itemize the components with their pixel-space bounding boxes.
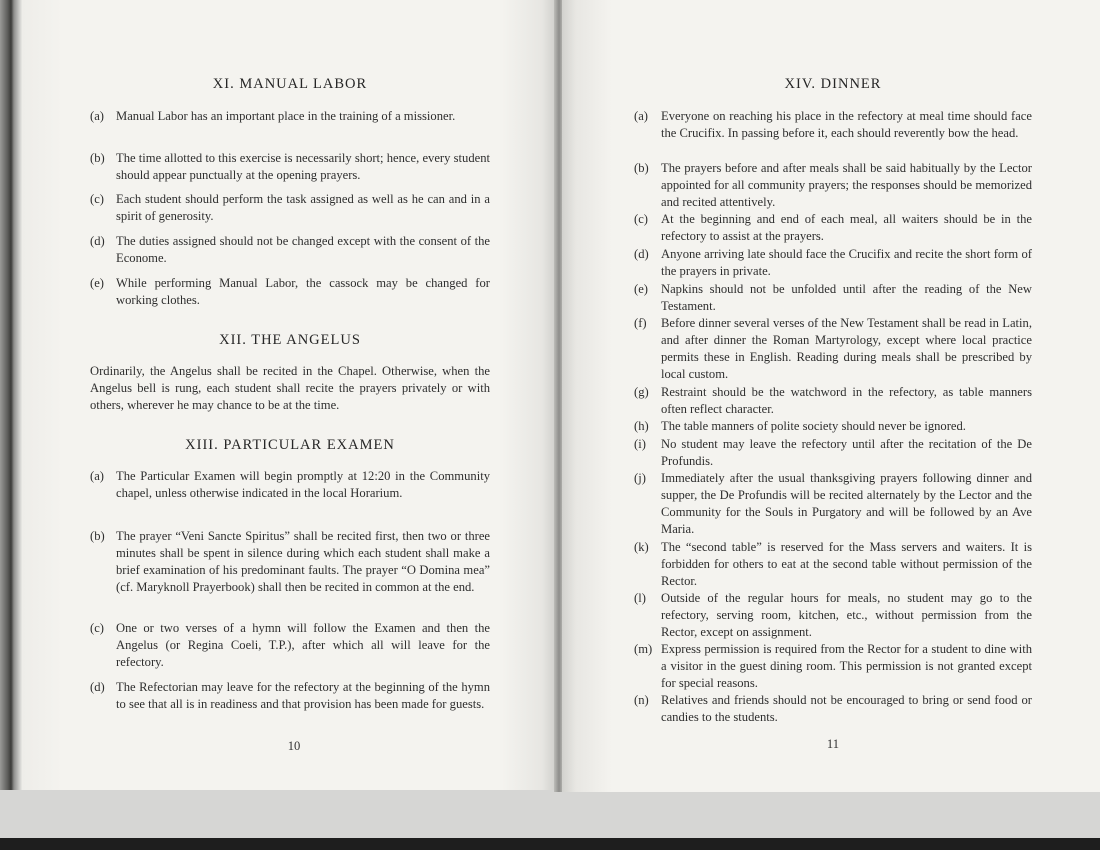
item-text: Immediately after the usual thanksgiving prayers following dinner and supper, the De Profundis will be recited alternately by the Lector and the Community for the Souls in Purgatory and will be followed by an Ave Maria.	[661, 471, 1032, 536]
section-heading-angelus: XII. THE ANGELUS	[219, 332, 361, 348]
item-marker: (n)	[634, 693, 649, 707]
item-marker: (e)	[90, 276, 104, 290]
book-spine-edge	[0, 0, 22, 790]
item-marker: (g)	[634, 385, 649, 399]
item-text: No student may leave the refectory until after the recitation of the De Profundis.	[661, 437, 1032, 468]
list-item	[90, 108, 490, 125]
item-marker: (k)	[634, 540, 649, 554]
list-item	[634, 160, 1032, 211]
section-heading-dinner: XIV. DINNER	[784, 76, 882, 92]
item-text: Express permission is required from the Rector for a student to dine with a visitor in the guest dining room. This permission is not granted except for special reasons.	[661, 642, 1032, 690]
list-item	[90, 620, 490, 671]
item-text: The duties assigned should not be changed except with the consent of the Econome.	[116, 234, 490, 265]
list-item	[634, 692, 1032, 726]
page-number-right: 11	[826, 737, 840, 751]
item-text: Outside of the regular hours for meals, no student may go to the refectory, serving room, kitchen, etc., without permission from the Rector, except on assignment.	[661, 591, 1032, 639]
item-marker: (h)	[634, 419, 649, 433]
scanner-edge	[0, 838, 1100, 850]
item-marker: (l)	[634, 591, 646, 605]
item-marker: (b)	[634, 161, 649, 175]
item-marker: (c)	[634, 212, 648, 226]
list-item	[634, 641, 1032, 692]
angelus-paragraph: Ordinarily, the Angelus shall be recited in the Chapel. Otherwise, when the Angelus bell is rung, each student shall recite the prayers privately or with others, wherever he may chance to be at the time.	[90, 364, 490, 412]
item-text: The Refectorian may leave for the refectory at the beginning of the hymn to see that all is in readiness and that provision has been made for guests.	[116, 680, 490, 711]
item-marker: (d)	[90, 680, 105, 694]
item-text: The prayer “Veni Sancte Spiritus” shall be recited first, then two or three minutes shall be spent in silence during which each student shall make a brief examination of his predominant faults. The prayer “O Domina mea” (cf. Maryknoll Prayerbook) shall then be recited in common at the end.	[116, 529, 490, 594]
list-item	[634, 281, 1032, 315]
list-item	[90, 233, 490, 267]
item-text: The prayers before and after meals shall be said habitually by the Lector appointed for all community prayers; the responses should be memorized and recited attentively.	[661, 161, 1032, 209]
item-text: Napkins should not be unfolded until after the reading of the New Testament.	[661, 282, 1032, 313]
item-marker: (b)	[90, 151, 105, 165]
list-item	[634, 246, 1032, 280]
list-item	[90, 679, 490, 713]
section-heading-particular-examen: XIII. PARTICULAR EXAMEN	[185, 437, 395, 453]
list-item	[90, 528, 490, 596]
item-text: Restraint should be the watchword in the refectory, as table manners often reflect character.	[661, 385, 1032, 416]
list-item	[634, 436, 1032, 470]
item-marker: (d)	[634, 247, 649, 261]
page-number-left: 10	[287, 739, 301, 753]
item-marker: (e)	[634, 282, 648, 296]
item-text: Each student should perform the task assigned as well as he can and in a spirit of generosity.	[116, 192, 490, 223]
item-marker: (c)	[90, 192, 104, 206]
item-marker: (b)	[90, 529, 105, 543]
item-text: Everyone on reaching his place in the refectory at meal time should face the Crucifix. In passing before it, each should reverently bow the head.	[661, 109, 1032, 140]
list-item	[90, 191, 490, 225]
list-item	[90, 150, 490, 184]
item-text: One or two verses of a hymn will follow the Examen and then the Angelus (or Regina Coeli, T.P.), after which all will leave for the refectory.	[116, 621, 490, 669]
item-text: The table manners of polite society should never be ignored.	[661, 419, 966, 433]
item-text: The Particular Examen will begin promptly at 12:20 in the Community chapel, unless otherwise indicated in the local Horarium.	[116, 469, 490, 500]
item-marker: (d)	[90, 234, 105, 248]
item-marker: (m)	[634, 642, 653, 656]
list-item	[634, 211, 1032, 245]
item-marker: (a)	[634, 109, 648, 123]
item-text: Anyone arriving late should face the Crucifix and recite the short form of the prayers in private.	[661, 247, 1032, 278]
list-item	[634, 108, 1032, 142]
list-item	[634, 590, 1032, 641]
list-item	[634, 384, 1032, 418]
item-text: Relatives and friends should not be encouraged to bring or send food or candies to the students.	[661, 693, 1032, 724]
item-marker: (i)	[634, 437, 646, 451]
list-item	[634, 539, 1032, 590]
list-item	[634, 470, 1032, 538]
item-text: At the beginning and end of each meal, all waiters should be in the refectory to assist at the prayers.	[661, 212, 1032, 243]
item-marker: (a)	[90, 109, 104, 123]
list-item	[634, 315, 1032, 383]
item-text: Manual Labor has an important place in the training of a missioner.	[116, 109, 456, 123]
item-text: Before dinner several verses of the New Testament shall be read in Latin, and after dinner the Roman Martyrology, except where local practice permits these in English. Reading during meals shall be prescribed by local custom.	[661, 316, 1032, 381]
item-marker: (c)	[90, 621, 104, 635]
list-item	[634, 418, 1032, 435]
section-heading-manual-labor: XI. MANUAL LABOR	[212, 76, 368, 92]
item-text: While performing Manual Labor, the cassock may be changed for working clothes.	[116, 276, 490, 307]
item-text: The time allotted to this exercise is necessarily short; hence, every student should appear punctually at the opening prayers.	[116, 151, 490, 182]
item-marker: (j)	[634, 471, 646, 485]
item-marker: (f)	[634, 316, 647, 330]
item-text: The “second table” is reserved for the Mass servers and waiters. It is forbidden for others to eat at the second table without permission of the Rector.	[661, 540, 1032, 588]
list-item	[90, 468, 490, 502]
list-item	[90, 275, 490, 309]
item-marker: (a)	[90, 469, 104, 483]
